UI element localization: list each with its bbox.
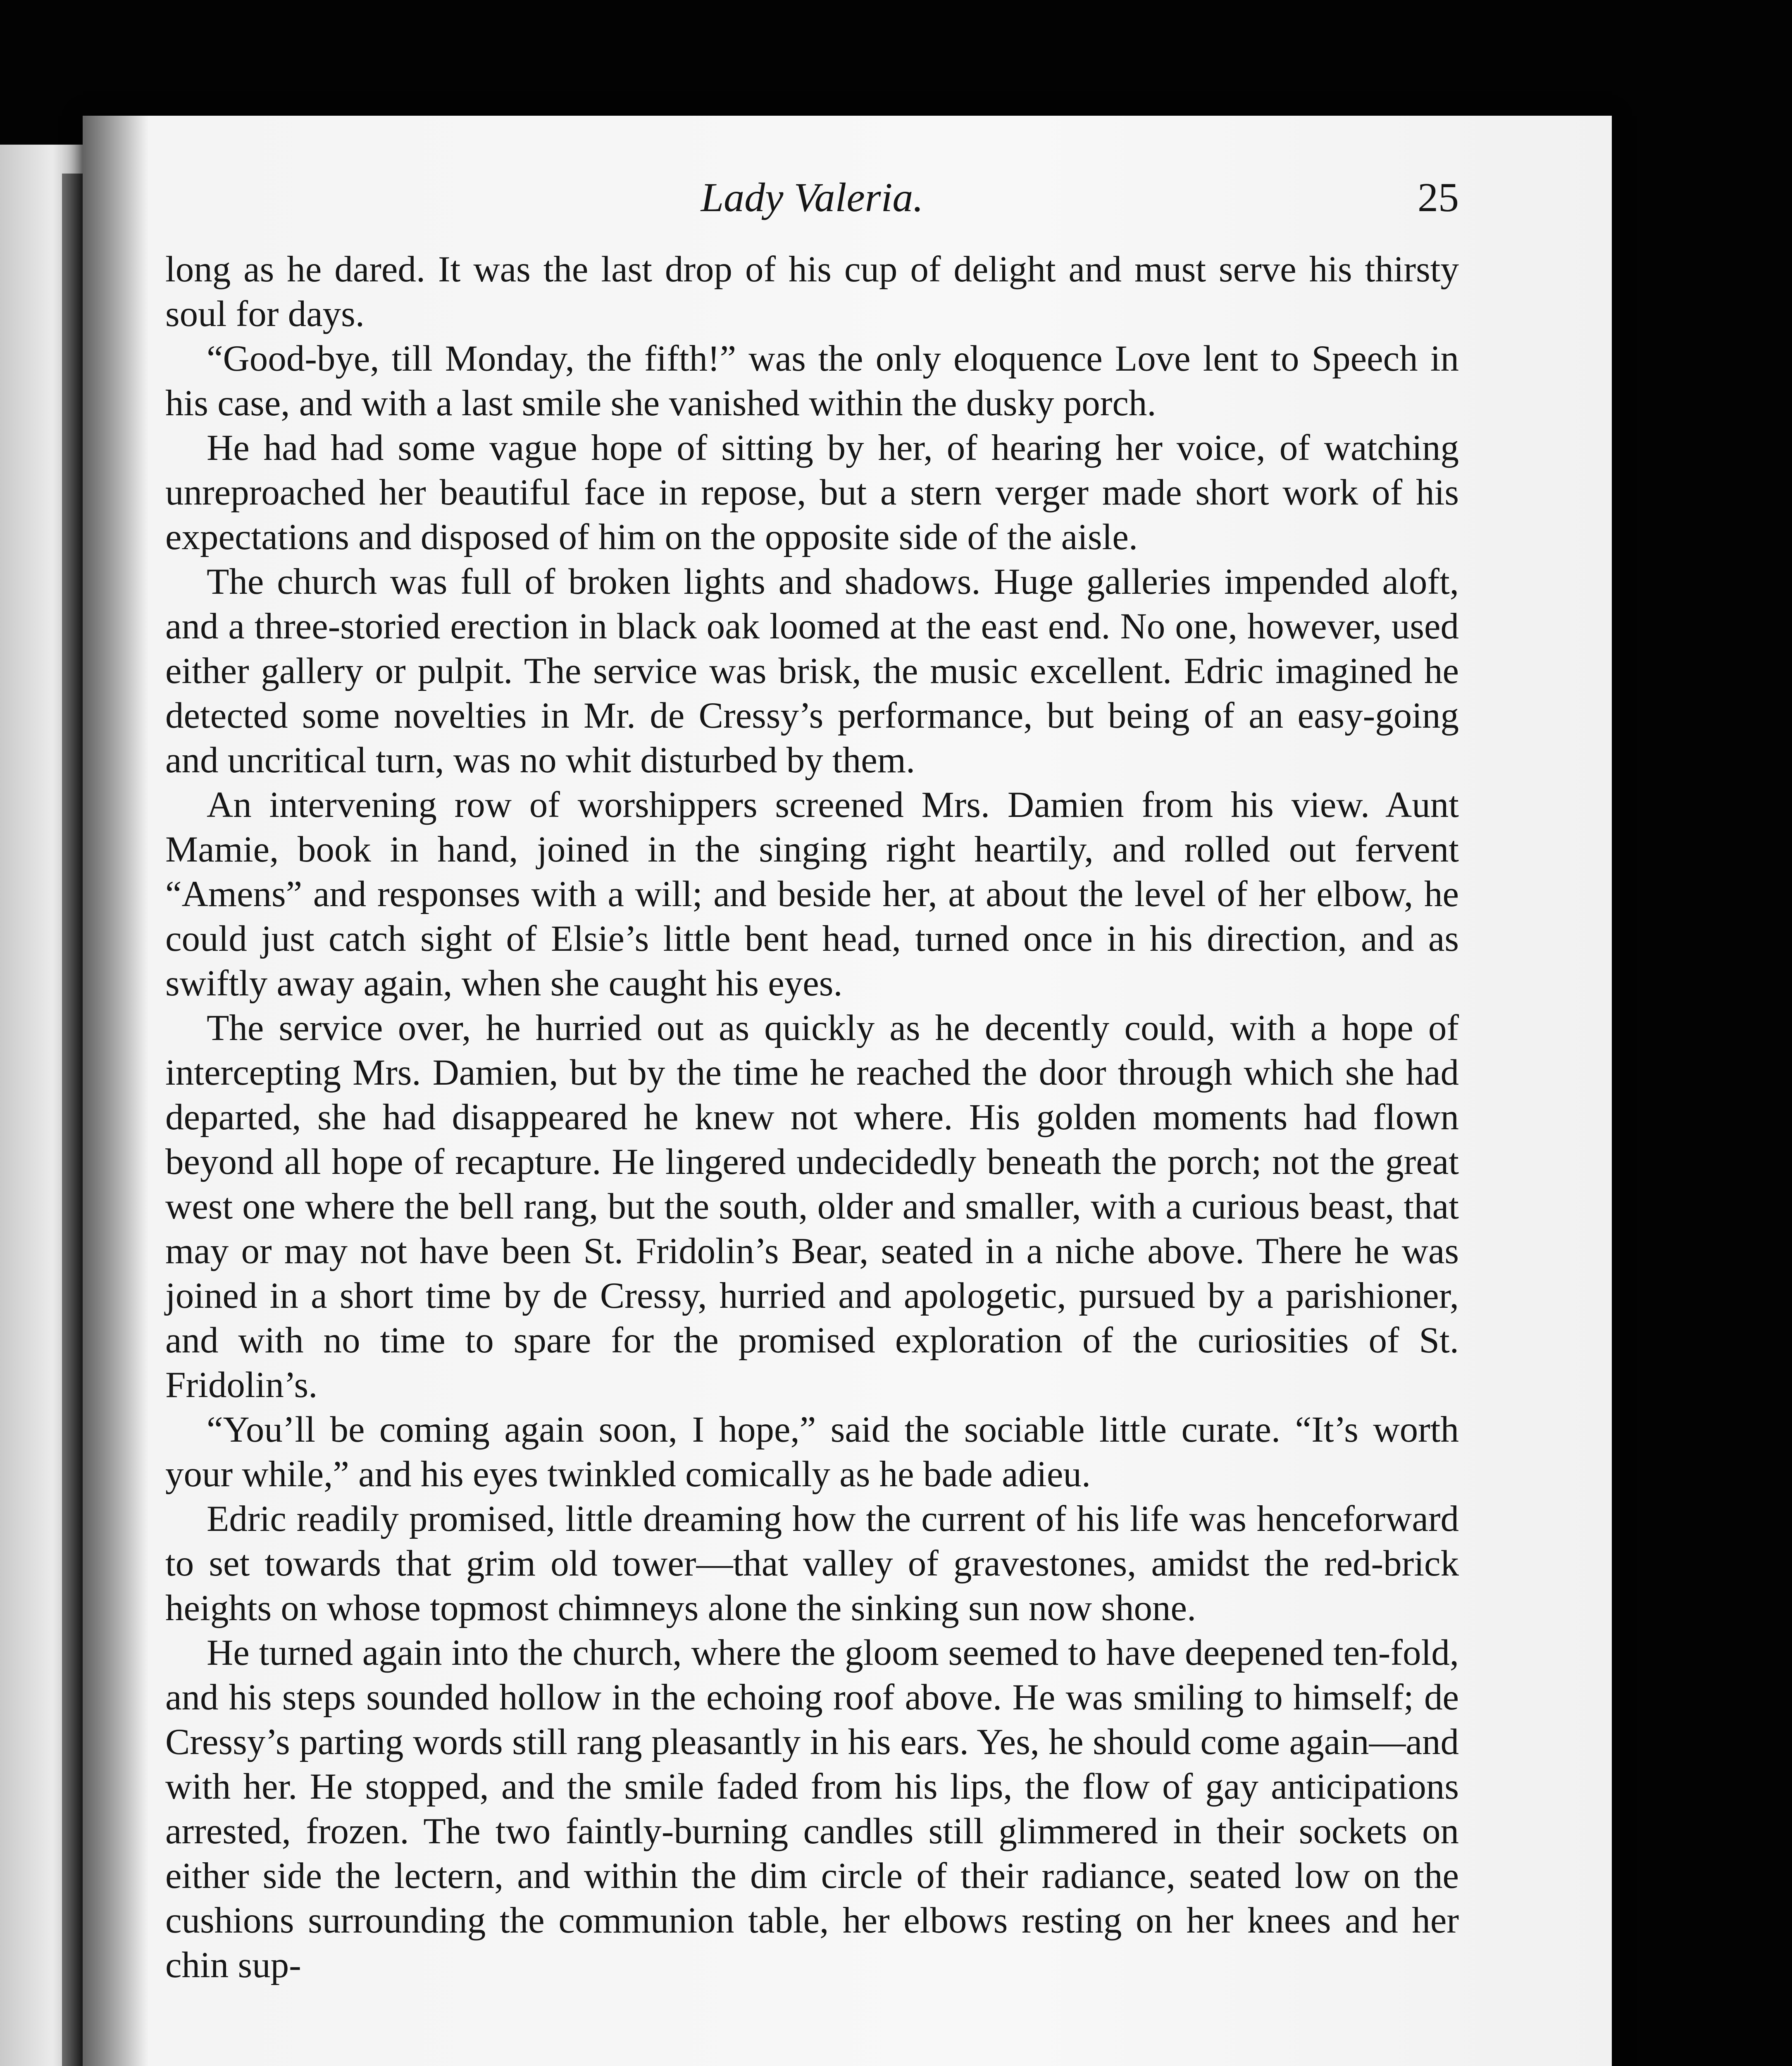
paragraph: “You’ll be coming again soon, I hope,” said the sociable little curate. “It’s worth your while,” and his eyes twinkled comically as he bade adieu.	[165, 1409, 1459, 1495]
paragraph: long as he dared. It was the last drop of his cup of delight and must serve his thirsty soul for days.	[165, 249, 1459, 334]
paragraph: He turned again into the church, where the gloom seemed to have deepened ten-fold, and his steps sounded hollow in the echoing roof above. He was smiling to himself; de Cressy’s parting words still rang pleasantly in his ears. Yes, he should come again—and with her. He stopped, and the smile faded from his lips, the flow of gay anticipations arrested, frozen. The two faintly-burning candles still glimmered in their sockets on either side the lectern, and within the dim circle of their radiance, seated low on the cushions surrounding the communion table, her elbows resting on her knees and her chin sup-	[165, 1633, 1459, 1985]
page-shadow	[83, 116, 149, 2066]
paragraph: “Good-bye, till Monday, the fifth!” was the only eloquence Love lent to Speech in his case, and with a last smile she vanished within the dusky porch.	[165, 338, 1459, 424]
paragraph: Edric readily promised, little dreaming how the current of his life was henceforward to set towards that grim old tower—that valley of gravestones, amidst the red-brick heights on whose topmost chimneys alone the sinking sun now shone.	[165, 1499, 1459, 1628]
paragraph: He had had some vague hope of sitting by her, of hearing her voice, of watching unreproached her beautiful face in repose, but a stern verger made short work of his expectations and disposed of him on the opposite side of the aisle.	[165, 428, 1459, 557]
body-text	[165, 247, 1459, 1987]
paragraph: The church was full of broken lights and shadows. Huge galleries impended aloft, and a three-storied erection in black oak loomed at the east end. No one, however, used either gallery or pulpit. The service was brisk, the music excellent. Edric imagined he detected some novelties in Mr. de Cressy’s performance, but being of an easy-going and uncritical turn, was no whit disturbed by them.	[165, 562, 1459, 781]
paragraph: The service over, he hurried out as quickly as he decently could, with a hope of intercepting Mrs. Damien, but by the time he reached the door through which she had departed, she had disappeared he knew not where. His golden moments had flown beyond all hope of recapture. He lingered undecidedly beneath the porch; not the great west one where the bell rang, but the south, older and smaller, with a curious beast, that may or may not have been St. Fridolin’s Bear, seated in a niche above. There he was joined in a short time by de Cressy, hurried and apologetic, pursued by a parishioner, and with no time to spare for the promised exploration of the curiosities of St. Fridolin’s.	[165, 1008, 1459, 1405]
paragraph: An intervening row of worshippers screened Mrs. Damien from his view. Aunt Mamie, book in hand, joined in the singing right heartily, and rolled out fervent “Amens” and responses with a will; and beside her, at about the level of her elbow, he could just catch sight of Elsie’s little bent head, turned once in his direction, and as swiftly away again, when she caught his eyes.	[165, 785, 1459, 1004]
page-number: 25	[1418, 174, 1459, 220]
page-header	[165, 174, 1459, 236]
running-title: Lady Valeria.	[701, 174, 924, 220]
